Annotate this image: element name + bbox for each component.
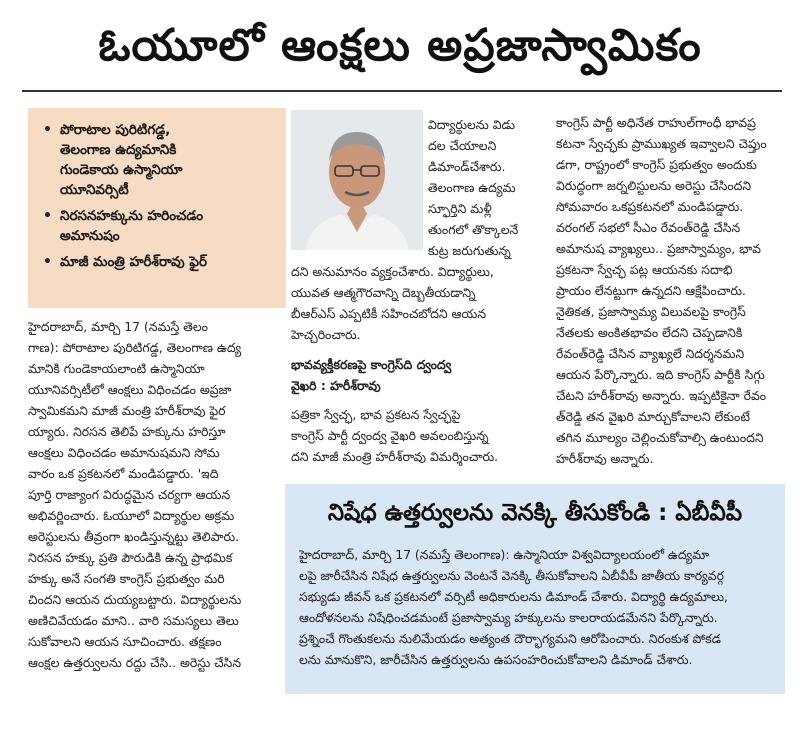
highlight-line: అమానుషం bbox=[60, 228, 120, 244]
author-photo bbox=[291, 110, 423, 250]
column-2 bbox=[291, 261, 549, 345]
highlight-line: గుండెకాయ ఉస్మానియా bbox=[60, 162, 183, 178]
text-line: విరుద్ధంగా జర్నలిస్టులను అరెస్టు చేసిందని bbox=[556, 178, 752, 193]
text-line: నేతలకు అంకితభావం లేదని చెప్పడానికి bbox=[556, 325, 743, 340]
highlights-box bbox=[28, 108, 286, 308]
text-line: య్యారు. నిరసన తెలిపే హక్కును హరిస్తూ bbox=[28, 424, 226, 439]
highlights-list bbox=[40, 120, 276, 272]
text-line: ప్రాయం లేనట్టుగా ఉన్నదని ఆక్షేపించారు. bbox=[556, 283, 746, 298]
highlight-item bbox=[40, 206, 276, 246]
text-line: కుట్ర జరుగుతున్న bbox=[428, 243, 511, 258]
text-line: హక్కు అనే సంగతి కాంగ్రెస్‌ ప్రభుత్వం మరి bbox=[28, 571, 225, 586]
text-line: లపై జారీచేసిన నిషేధ ఉత్తర్వులను వెంటనే వెనక్కి తీసుకోవాలని ఏబీవీపీ జాతీయ కార్యవర్గ bbox=[299, 568, 724, 583]
text-line: తగిన మూల్యం చెల్లించుకోవాల్సి ఉంటుందని bbox=[556, 430, 764, 445]
text-line: ఆయన పేర్కొన్నారు. ఇది కాంగ్రెస్‌ పార్టీకి సిగ్గు bbox=[556, 367, 765, 382]
text-line: ఆంక్షలు విధించడం అమానుషమని సోమ bbox=[28, 445, 220, 460]
highlight-line: మాజీ మంత్రి హరీశ్‌రావు ఫైర్ bbox=[60, 254, 207, 270]
box-title: నిషేధ ఉత్తర్వులను వెనక్కి తీసుకోండి : ఏబీవీపీ bbox=[327, 500, 743, 526]
text-line: వరంగల్‌ సభలో సీఎం రేవంత్‌రెడ్డి చేసిన bbox=[556, 220, 741, 235]
highlight-item bbox=[40, 252, 276, 272]
bullet-icon: • bbox=[43, 122, 52, 138]
text-line: సోమవారం ఒకప్రకటనలో మండిపడ్డారు. bbox=[556, 199, 744, 214]
text-line: గాణ): పోరాటాల పురిటిగడ్డ, తెలంగాణ ఉద్య bbox=[28, 340, 242, 355]
text-line: లను మానుకొని, జారీచేసిన ఉత్తర్వులను ఉపసంహరించుకోవాలని డిమాండ్‌ చేశారు. bbox=[299, 652, 693, 667]
bullet-icon: • bbox=[43, 254, 52, 270]
text-line: చేటని హరీశ్‌రావు అన్నారు. ఇప్పటికైనా రేవం bbox=[556, 388, 767, 403]
text-line: అరెస్టులను తీవ్రంగా ఖండిస్తున్నట్టు తెలిపారు. bbox=[28, 529, 240, 544]
portrait-image bbox=[291, 110, 423, 250]
headline: ఓయూలో ఆంక్షలు అప్రజాస్వామికం bbox=[98, 20, 702, 71]
text-line: ఆంక్షల ఉత్తర్వులను రద్దు చేసి.. అరెస్టు చేసిన bbox=[28, 655, 242, 670]
box-body bbox=[299, 544, 775, 670]
column-1 bbox=[28, 316, 286, 673]
text-line: హెచ్చరించారు. bbox=[291, 327, 361, 342]
text-line: అమానుష వ్యాఖ్యలు.. ప్రజాస్వామ్యం, భావ bbox=[556, 241, 761, 256]
text-line: పత్రికా స్వేచ్ఛ, భావ ప్రకటన స్వేచ్ఛపై bbox=[291, 407, 461, 422]
text-line: హైదరాబాద్‌, మార్చి 17 (నమస్తే తెలంగాణ): ఉస్మానియా విశ్వవిద్యాలయంలో ఉద్యమా bbox=[299, 547, 710, 562]
text-line: కాంగ్రెస్‌ పార్టీ ద్వంద్వ వైఖరి అవలంబిస్తున్న bbox=[291, 428, 489, 443]
bullet-icon: • bbox=[43, 208, 52, 224]
highlight-line: పోరాటాల పురిటిగడ్డ, bbox=[60, 122, 171, 138]
text-line: స్ఫూర్తిని మళ్లీ bbox=[428, 201, 492, 216]
text-line: వైఖరి : హరీశ్‌రావు bbox=[291, 378, 381, 393]
text-line: రేవంత్‌రెడ్డి చేసిన వ్యాఖ్యలే నిదర్శనమని bbox=[556, 346, 745, 361]
text-line: తెలంగాణ ఉద్యమ bbox=[428, 180, 516, 195]
text-line: హైదరాబాద్‌, మార్చి 17 (నమస్తే తెలం bbox=[28, 319, 208, 334]
text-line: నిరసన హక్కు ప్రతి పౌరుడికి ఉన్న ప్రాథమిక bbox=[28, 550, 233, 565]
column-3 bbox=[556, 112, 788, 469]
text-line: కటనా స్వేచ్ఛకు ప్రాముఖ్యత ఇవ్వాలని చెప్తుం bbox=[556, 136, 767, 151]
column-2-subheading bbox=[291, 354, 549, 396]
text-line: పూర్తి రాజ్యాంగ విరుద్ధమైన చర్యగా ఆయన bbox=[28, 487, 231, 502]
text-line: బీఆర్‌ఎస్‌ ఎప్పటికీ సహించబోదని ఆయన bbox=[291, 306, 487, 321]
text-line: యువత ఆత్మగౌరవాన్ని దెబ్బతీయడాన్ని bbox=[291, 285, 476, 300]
text-line: దల చేయాలని bbox=[428, 138, 497, 153]
text-line: చిందని ఆయన దుయ్యబట్టారు. విద్యార్థులను bbox=[28, 592, 242, 607]
text-line: యూనివర్సిటీలో ఆంక్షలు విధించడం అప్రజా bbox=[28, 382, 232, 397]
text-line: హరీశ్‌రావు అన్నారు. bbox=[556, 451, 654, 466]
highlight-item bbox=[40, 120, 276, 200]
text-line: మానికి గుండెకాయలాంటి ఉస్మానియా bbox=[28, 361, 205, 376]
highlight-line: యూనివర్సిటీ bbox=[60, 182, 129, 198]
highlight-line: తెలంగాణ ఉద్యమానికి bbox=[60, 142, 177, 158]
text-line: భావవ్యక్తీకరణపై కాంగ్రెస్‌ది ద్వంద్వ bbox=[291, 357, 452, 372]
text-line: సభ్యుడు జీవన్‌ ఒక ప్రకటనలో వర్సిటీ అధికారులను డిమాండ్‌ చేశారు. విద్యార్థి ఉద్యమాలు, bbox=[299, 589, 728, 604]
text-line: దని అనుమానం వ్యక్తంచేశారు. విద్యార్థులు, bbox=[291, 264, 494, 279]
text-line: స్వామికమని మాజీ మంత్రి హరీశ్‌రావు ఫైర bbox=[28, 403, 226, 418]
text-line: విద్యార్థులను విడు bbox=[428, 117, 515, 132]
text-line: అణిచివేయడం మాని.. వారి సమస్యలు తెలు bbox=[28, 613, 239, 628]
text-line: నైతికత, ప్రజాస్వామ్య విలువలపై కాంగ్రెస్‌ bbox=[556, 304, 746, 319]
text-line: సుకోవాలని ఆయన సూచించారు. తక్షణం bbox=[28, 634, 222, 649]
text-line: కాంగ్రెస్‌ పార్టీ అధినేత రాహుల్‌గాంధీ భావప్ర bbox=[556, 115, 756, 130]
column-2-top bbox=[428, 114, 548, 261]
text-line: తుంగలో తొక్కాలనే bbox=[428, 222, 519, 237]
text-line: డగా, రాష్ట్రంలో కాంగ్రెస్‌ ప్రభుత్వం అందుకు bbox=[556, 157, 757, 172]
text-line: ఆందోళనలను నిషేధించడమంటే ప్రజాస్వామ్య హక్కులను కాలరాయడమేనని పేర్కొన్నారు. bbox=[299, 610, 718, 625]
text-line: ప్రకటనా స్వేచ్ఛ పట్ల ఆయనకు సదాభి bbox=[556, 262, 733, 277]
text-line: వారం ఒక ప్రకటనలో మండిపడ్డారు. 'ఇది bbox=[28, 466, 219, 481]
text-line: దని మాజీ మంత్రి హరీశ్‌రావు విమర్శించారు. bbox=[291, 449, 499, 464]
column-2-continued bbox=[291, 404, 549, 467]
text-line: ప్రశ్నించే గొంతుకలను నులిమేయడం అత్యంత దౌర్భాగ్యమని ఆరోపించారు. నిరంకుశ పోకడ bbox=[299, 631, 721, 646]
text-line: త్‌రెడ్డి తన వైఖరి మార్చుకోవాలని లేకుంటే bbox=[556, 409, 750, 424]
highlight-line: నిరసనహక్కును హరించడం bbox=[60, 208, 204, 224]
abvp-news-box bbox=[285, 484, 785, 694]
text-line: డిమాండ్‌చేశారు. bbox=[428, 159, 506, 174]
text-line: అభివర్ణించారు. ఓయూలో విద్యార్థుల అక్రమ bbox=[28, 508, 235, 523]
top-divider bbox=[22, 90, 782, 92]
